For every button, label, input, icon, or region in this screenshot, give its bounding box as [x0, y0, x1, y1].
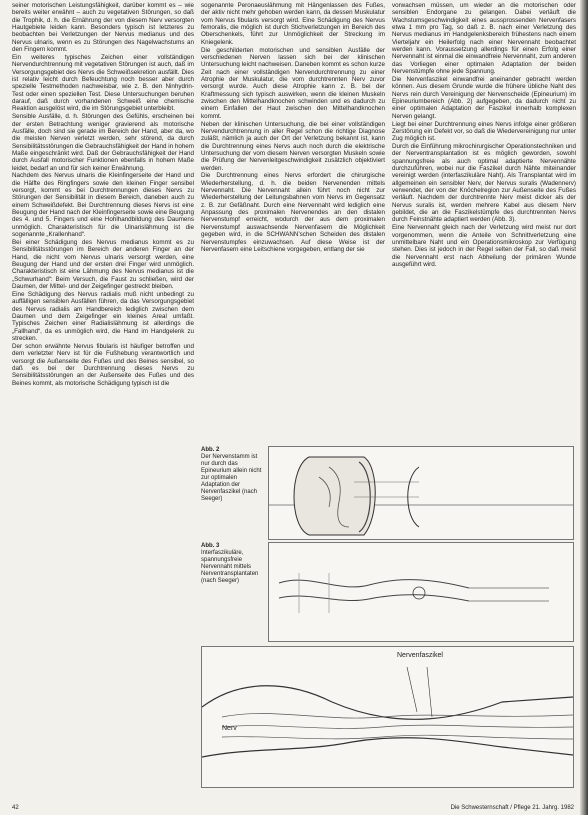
figure-3-text: Interfaszikuläre, spannungsfreie Nervennaht mittels Nerventransplantaten (nach Seeger) — [201, 550, 259, 584]
page-number: 42 — [12, 805, 19, 811]
paragraph: Die geschilderten motorischen und sensiblen Ausfälle der verschiedenen Nerven lassen sich bei der klinischen Untersuchung leicht nachweisen. Daneben kommt es schon kurze Zeit nach einer vollständigen Nervendurchtrennung zu einer Atrophie der Muskulatur, die vom durchtrennten Nerv zuvor versorgt wurde. Auch diese Atrophie kann z. B. bei der Kraftmessung sich typisch auswirken, wenn die kleinen Muskeln zwischen den Mittelhandknochen schwinden und es dadurch zu einem Einfallen der Haut zwischen den Mittelhandknochen kommt. — [201, 46, 385, 120]
paragraph: Liegt bei einer Durchtrennung eines Nervs infolge einer größeren Zerstörung ein Defekt vor, so daß die Wiedervereinigung nur unter Zug möglich ist. — [392, 120, 576, 143]
paragraph: Die Nervenfaszikel einwandfrei aneinander gebracht werden können. Aus diesem Grunde wurde die frühere übliche Naht des Nervs rein durch Vereinigung der Nervenscheide (Epineurium) im Epineuriumbereich (Abb. 2) aufgegeben, da dadurch nicht zu einer optimalen Adaptation der Faszikel innerhalb komplexen Nerven gelangt. — [392, 75, 576, 120]
paragraph: Die Durchtrennung eines Nervs erfordert die chirurgische Wiederherstellung, d. h. die beiden Nervenenden mittels Nervennaht. Die Nervennaht allein führt noch nicht zur Wiederherstellung der Leitungsbahnen vom Nervs im Gegensatz z. B. zur Gefäßnaht. Durch eine Nervennaht wird lediglich eine Anpassung des proximalen Nervenendes an den distalen Nervenstumpf erreicht, wodurch der aus dem proximalen Nervenstumpf auswachsende Nervenfasern die Möglichkeit gegeben wird, in die SCHWANN’schen Scheiden des distalen Nervenstumpfes einzuwachsen. Auf diese Weise ist der Nervenfasern eine Leitschiene vorgegeben, entlang der sie — [201, 172, 385, 253]
text-column-2 — [201, 2, 385, 442]
footer-publication: Die Schwesternschaft / Pflege 21. Jahrg. 1982 — [450, 805, 574, 811]
nerve-label: Nerv — [222, 725, 237, 732]
paragraph: Bei einer Schädigung des Nervus medianus kommt es zu Sensibilitätsstörungen im Bereich der anderen Finger an der Hand, die nicht vom Nervus ulnaris versorgt werden, eine Beugung der Hand und der ersten drei Finger wird unmöglich. Charakteristisch ist eine Lähmung des Nervus medianus ist die „Schwurhand“: Beim Versuch, die Faust zu schließen, wird der Daumen, der Mittel- und der Zeigefinger gestreckt bleiben. — [12, 239, 194, 291]
paragraph: vorwachsen müssen, um wieder an die motorischen oder sensiblen Endorgane zu gelangen. Dabei verläuft die Wachstumsgeschwindigkeit eines aussprossenden Nervenfasers etwa 1 mm pro Tag, so daß z. B. nach einer Verletzung des Nervus medianus im Handgelenksbereich frühestens nach einem Vierteljahr ein Heilerfolg nach einer Nervennaht beobachtet werden kann. Voraussetzung allerdings für einen Erfolg einer Nervennaht ist einmal die einwandfreie Nervennaht, zum anderen das Vorliegen einer optimalen Adaptation der beiden Nervenstümpfe ohne jede Spannung. — [392, 2, 576, 76]
paragraph: Ein weiteres typisches Zeichen einer vollständigen Nervendurchtrennung mit vegetativen Störungen ist auch, daß im Versorgungsgebiet des Nervs die Schweißsekretion ausfällt. Dies ist relativ leicht durch Befeuchtung noch besser aber durch spezielle Testmethoden nachweisbar, wie z. B. den Ninhydrin-Test oder einen speziellen Test. Diese Untersuchungen beruhen darauf, daß durch vorhandenen Schweiß eine chemische Reaktion ausgelöst wird, die im Störungsgebiet unterbleibt. — [12, 53, 194, 113]
figure-3-number: Abb. 3 — [201, 543, 220, 549]
figure-2-number: Abb. 2 — [201, 447, 220, 453]
paragraph: seiner motorischen Leistungsfähigkeit, darüber kommt es – wie bereits weiter erwähnt – auch zu vegetativen Störungen, so daß die Trophik, d. h. die Ernährung der von diesem Nerv versorgten Hautgebiete leiden kann. Besonders typisch ist letzteres zu beobachten bei Verletzungen der Nervus medianus und des Nervus ulnaris, wenn es zu Störungen des Nagelwachstums an den Fingern kommt. — [12, 2, 194, 54]
figure-3-caption — [201, 543, 265, 585]
nerve-fascicle-illustration — [202, 647, 573, 787]
paragraph: Der schon erwähnte Nervus fibularis ist häufiger betroffen und dem verletzter Nerv ist für die Fußhebung verantwortlich und versorgt die Außenseite des Fußes und des Beines sensibel, so daß es bei der Durchtrennung dieses Nervs zu Sensibilitätsstörungen an der Außenseite des Fußes und des Beines kommt, als motorische Schädigung typisch ist die — [12, 342, 194, 387]
paragraph: sogenannte Peronaeuslähmung mit Hängenlassen des Fußes, der aktiv nicht mehr gehoben werden kann, da dessen Muskulatur vom Nervus fibularis versorgt wird. Eine Schädigung des Nervus femoralis, die möglich ist durch Stichverletzungen im Bereich des Oberschenkels, führt zur Unmöglichkeit der Streckung im Kniegelenk. — [201, 2, 385, 46]
paragraph: Durch die Einführung mikrochirurgischer Operationstechniken und der Nerventransplantation ist es möglich geworden, sowohl spannungsfreie als auch optimal adaptierte Nervennähte durchzuführen, wobei nur die Faszikel durch Nähte miteinander vereinigt werden (interfaszikuläre Naht). Als Transplantat wird im allgemeinen ein sensibler Nerv, der Nervus suralis (Wadennerv) verwendet, der von der Knöchelregion zur Außenseite des Fußes verläuft. Nachdem der durchtrennte Nerv meist dicker als der Nervus suralis ist, werden mehrere Kabel aus diesem Nerv gebildet, die an die Faszikelstümpfe des durchtrennten Nervs durch Feinstnähte adaptiert werden (Abb. 3). — [392, 143, 576, 224]
nerve-suture-illustration — [269, 447, 573, 539]
paragraph: Eine Schädigung des Nervus radialis muß nicht unbedingt zu auffälligen sensiblen Ausfällen führen, da das Versorgungsgebiet des Nervus radialis am Handbereich lediglich zwischen dem Daumen und dem Zeigefinger ein kleines Areal umfaßt. Typisches Zeichen einer Radialislähmung ist allerdings die „Fallhand“, da es unmöglich wird, die Hand im Handgelenk zu strecken. — [12, 290, 194, 342]
figure-2-text: Der Nervenstamm ist nur durch das Epineurium allein nicht zur optimalen Adaptation der Nervenfaszikel (nach Seeger) — [201, 454, 262, 502]
paragraph: Neben der klinischen Untersuchung, die bei einer vollständigen Nervendurchtrennung in aller Regel schon die richtige Diagnose zuläßt, nämlich ja auch der Ort der Verletzung bekannt ist, kann die Durchtrennung eines Nervs auch noch durch die elektrische Untersuchung der vom diesem Nerven versorgten Muskeln sowie die Prüfung der Nervenleitgeschwindigkeit zusätzlich objektiviert werden. — [201, 120, 385, 172]
page-edge-shadow — [580, 0, 588, 815]
nerve-graft-illustration — [269, 543, 573, 641]
paragraph: Nachdem des Nervus ulnaris die Kleinfingerseite der Hand und die Hälfte des Ringfingers sowie den kleinen Finger sensibel versorgt, kommt es bei Durchtrennungen dieses Nervs zu Störungen der Sensibilität in diesem Bereich, daneben auch zu einem Schweißdefekt. Bei Durchtrennung dieses Nervs ist eine Beugung der Hand nach der Kleinfingerseite sowie eine Beugung des 4. und 5. Fingers und eine Hohlhandbildung des Daumens unmöglich. Charakteristisch für die Ulnarislähmung ist die sogenannte „Krallenhand“. — [12, 172, 194, 239]
text-column-1 — [12, 2, 194, 762]
figure-3-illustration — [268, 542, 574, 642]
figure-4-illustration — [201, 646, 574, 788]
paragraph: Sensible Ausfälle, d. h. Störungen des Gefühls, erscheinen bei der ersten Betrachtung weniger gravierend als motorische Ausfälle, doch sind sie gerade im Bereich der Hand, aber da, wo die meisten Nerven verletzt werden, sehr störend, da durch Sensibilitätsstörungen die Gebrauchsfähigkeit der Hand in hohem Maße eingeschränkt wird. Daß der Gebrauchsfähigkeit der Hand durch Ausfall motorischer Funktionen ebenfalls in hohem Maße leidet, bedarf an und für sich keiner Erwähnung. — [12, 113, 194, 172]
text-column-3 — [392, 2, 576, 442]
fascicle-label: Nervenfaszikel — [397, 652, 443, 659]
figure-2-caption — [201, 447, 265, 503]
figure-2-illustration — [268, 446, 574, 540]
paragraph: Eine Nervennaht gleich nach der Verletzung wird meist nur dort vorgenommen, wenn die Anteile von Schnittverletzung eine unmittelbare Naht und ein Operationsmikroskop zur Verfügung stehen. Dies ist jedoch in der Regel selten der Fall, so daß meist die Nervennaht erst nach Abheilung der primären Wunde ausgeführt wird. — [392, 224, 576, 269]
